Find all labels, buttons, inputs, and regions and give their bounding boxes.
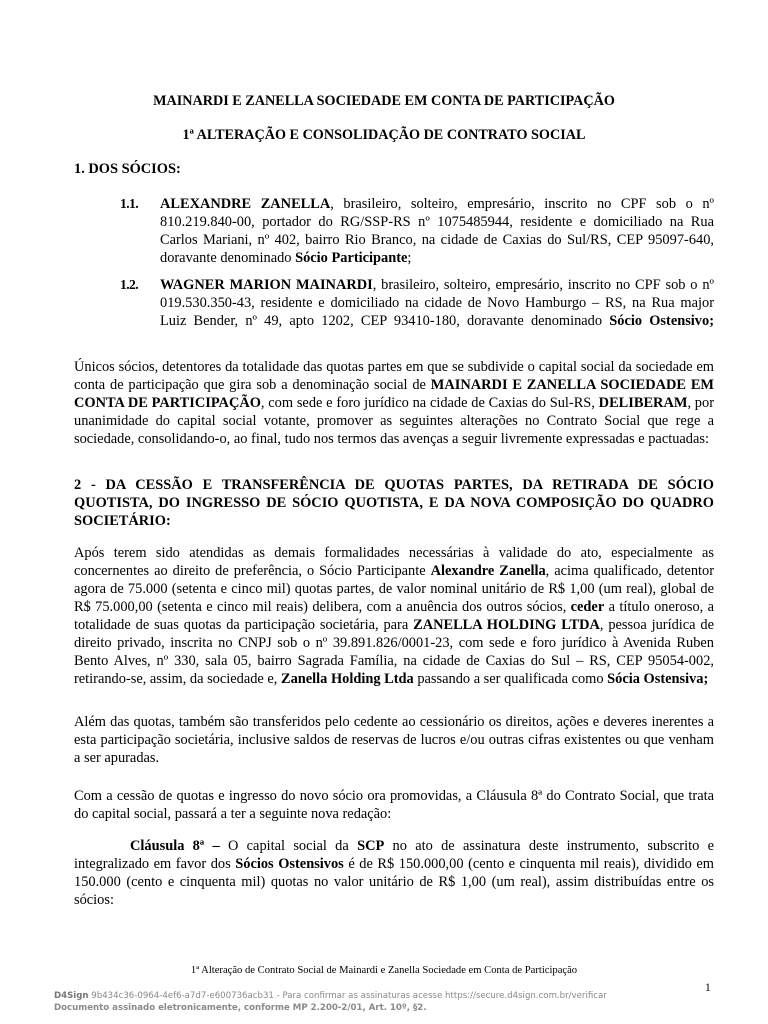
- d4sign-brand: D4Sign: [54, 991, 89, 1001]
- item-1-1-paragraph: ALEXANDRE ZANELLA, brasileiro, solteiro, empresário, inscrito no CPF sob o nº 810.219.840-00, portador do RG/SSP-RS nº 1075485944, residente e domiciliado na Rua Carlos Mariani, nº 402, bairro Rio Branco, na cidade de Caxias do Sul/RS, CEP 95097-640, doravante denominado Sócio Participante;: [160, 196, 714, 266]
- clause-intro-paragraph: Com a cessão de quotas e ingresso do novo sócio ora promovidas, a Cláusula 8ª do Contrato Social, que trata do capital social, passará a ter a seguinte nova redação:: [74, 788, 714, 822]
- rights-paragraph: Além das quotas, também são transferidos pelo cedente ao cessionário os direitos, ações e deveres inerentes a esta participação societária, inclusive saldos de reservas de lucros e/ou outras cifras existentes ou que venham a ser apuradas.: [74, 714, 714, 766]
- item-1-2-paragraph: WAGNER MARION MAINARDI, brasileiro, solteiro, empresário, inscrito no CPF sob o nº 019.530.350-43, residente e domiciliado na cidade de Novo Hamburgo – RS, na Rua major Luiz Bender, nº 49, apto 1202, CEP 93410-180, doravante denominado Sócio Ostensivo;: [160, 277, 714, 329]
- page-number: 1: [705, 982, 711, 994]
- item-1-2-number: 1.2.: [120, 277, 138, 292]
- item-1-1-number: 1.1.: [120, 196, 138, 211]
- partner-name: WAGNER MARION MAINARDI: [160, 277, 373, 293]
- transfer-paragraph: Após terem sido atendidas as demais formalidades necessárias à validade do ato, especialmente as concernentes ao direito de preferência, o Sócio Participante Alexandre Zanella, acima qualificado, detentor agora de 75.000 (setenta e cinco mil) quotas partes, de valor nominal unitário de R$ 1,00 (um real), global de R$ 75.000,00 (setenta e cinco mil reais) delibera, com a anuência dos outros sócios, ceder a título oneroso, a totalidade de suas quotas da participação societária, para ZANELLA HOLDING LTDA, pessoa jurídica de direito privado, inscrita no CNPJ sob o nº 39.891.826/0001-23, com sede e foro jurídico à Avenida Ruben Bento Alves, nº 330, sala 05, bairro Sagrada Família, na cidade de Caxias do Sul – RS, CEP 95054-002, retirando-se, assim, da sociedade e, Zanella Holding Ltda passando a ser qualificada como Sócia Ostensiva;: [74, 545, 714, 687]
- section-1-heading: 1. DOS SÓCIOS:: [74, 161, 181, 177]
- partner-role: Sócio Ostensivo;: [609, 313, 714, 329]
- signature-legal-notice: Documento assinado eletronicamente, conforme MP 2.200-2/01, Art. 10º, §2.: [54, 1003, 427, 1013]
- partner-name: ALEXANDRE ZANELLA: [160, 196, 331, 212]
- partner-role: Sócio Participante: [295, 250, 408, 266]
- signature-verification-link[interactable]: 9b434c36-0964-4ef6-a7d7-e600736acb31 - Para confirmar as assinaturas acesse https://secure.d4sign.com.br/verificar: [88, 991, 607, 1001]
- document-subtitle: 1ª ALTERAÇÃO E CONSOLIDAÇÃO DE CONTRATO SOCIAL: [182, 127, 586, 143]
- document-title: MAINARDI E ZANELLA SOCIEDADE EM CONTA DE PARTICIPAÇÃO: [153, 93, 615, 109]
- clause-8-paragraph: Cláusula 8ª – O capital social da SCP no ato de assinatura deste instrumento, subscrito e integralizado em favor dos Sócios Ostensivos é de R$ 150.000,00 (cento e cinquenta mil reais), dividido em 150.000 (cento e cinquenta mil) quotas no valor unitário de R$ 1,00 (um real), assim distribuídas entre os sócios:: [74, 838, 714, 908]
- page-footer: 1ª Alteração de Contrato Social de Mainardi e Zanella Sociedade em Conta de Participação: [190, 965, 578, 976]
- signature-verification-line: [54, 991, 607, 1002]
- deliberation-paragraph: Únicos sócios, detentores da totalidade das quotas partes em que se subdivide o capital social da sociedade em conta de participação que gira sob a denominação social de MAINARDI E ZANELLA SOCIEDADE EM CONTA DE PARTICIPAÇÃO, com sede e foro jurídico na cidade de Caxias do Sul-RS, DELIBERAM, por unanimidade do capital social votante, promover as seguintes alterações no Contrato Social que rege a sociedade, consolidando-o, ao final, tudo nos termos das avenças a seguir livremente expressadas e pactuadas:: [74, 359, 714, 447]
- section-2-heading: 2 - DA CESSÃO E TRANSFERÊNCIA DE QUOTAS PARTES, DA RETIRADA DE SÓCIO QUOTISTA, DO INGRESSO DE SÓCIO QUOTISTA, E DA NOVA COMPOSIÇÃO DO QUADRO SOCIETÁRIO:: [74, 477, 714, 529]
